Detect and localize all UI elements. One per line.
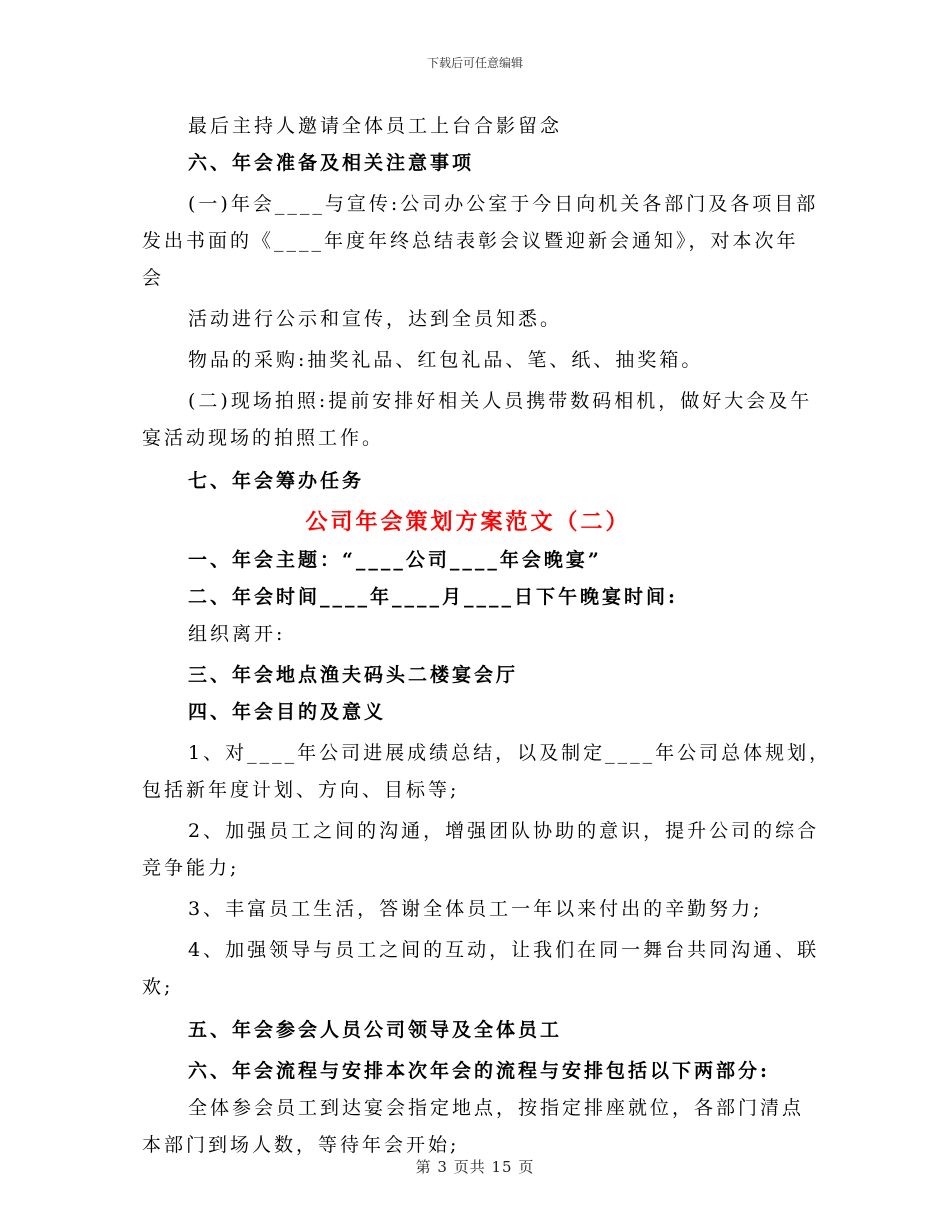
paragraph-line: 宴活动现场的拍照工作。 (142, 427, 385, 449)
paragraph-line: 2、加强员工之间的沟通，增强团队协助的意识，提升公司的综合 (188, 820, 820, 842)
document-title: 公司年会策划方案范文（二） (305, 509, 631, 535)
section-heading: 三、年会地点渔夫码头二楼宴会厅 (188, 664, 519, 686)
paragraph-line: 物品的采购:抽奖礼品、红包礼品、笔、纸、抽奖箱。 (188, 349, 704, 371)
section-heading: 六、年会准备及相关注意事项 (188, 152, 475, 174)
paragraph-line: 活动进行公示和宣传，达到全员知悉。 (188, 308, 563, 330)
section-heading: 四、年会目的及意义 (188, 701, 387, 723)
paragraph-line: 竞争能力; (142, 857, 240, 879)
paragraph-line: 包括新年度计划、方向、目标等; (142, 779, 460, 801)
paragraph-line: 全体参会员工到达宴会指定地点，按指定排座就位，各部门清点 (188, 1097, 805, 1119)
page-number: 第 3 页共 15 页 (415, 1158, 535, 1176)
paragraph-line: 发出书面的《____年度年终总结表彰会议暨迎新会通知》，对本次年 (142, 230, 799, 252)
section-heading: 二、年会时间____年____月____日下午晚宴时间: (188, 586, 679, 608)
section-heading: 五、年会参会人员公司领导及全体员工 (188, 1019, 563, 1041)
paragraph-line: 本部门到场人数，等待年会开始; (142, 1134, 460, 1156)
paragraph-line: 1、对____年公司进展成绩总结，以及制定____年公司总体规划， (188, 742, 832, 764)
section-heading: 六、年会流程与安排本次年会的流程与安排包括以下两部分: (188, 1060, 771, 1082)
paragraph-line: (一)年会____与宣传:公司办公室于今日向机关各部门及各项目部 (188, 193, 819, 215)
paragraph-line: 3、丰富员工生活，答谢全体员工一年以来付出的辛勤努力; (188, 898, 763, 920)
paragraph-line: 会 (142, 267, 165, 289)
section-heading: 七、年会筹办任务 (188, 470, 365, 492)
paragraph-line: (二)现场拍照:提前安排好相关人员携带数码相机，做好大会及午 (188, 390, 813, 412)
paragraph-line: 4、加强领导与员工之间的互动，让我们在同一舞台共同沟通、联 (188, 939, 820, 961)
paragraph-line: 欢; (142, 976, 174, 998)
paragraph-line: 组织离开: (188, 623, 286, 645)
paragraph-line: 最后主持人邀请全体员工上台合影留念 (188, 115, 563, 137)
section-heading: 一、年会主题：“____公司____年会晚宴” (188, 549, 602, 571)
document-body (142, 108, 832, 1164)
header-note: 下载后可任意编辑 (426, 56, 523, 70)
